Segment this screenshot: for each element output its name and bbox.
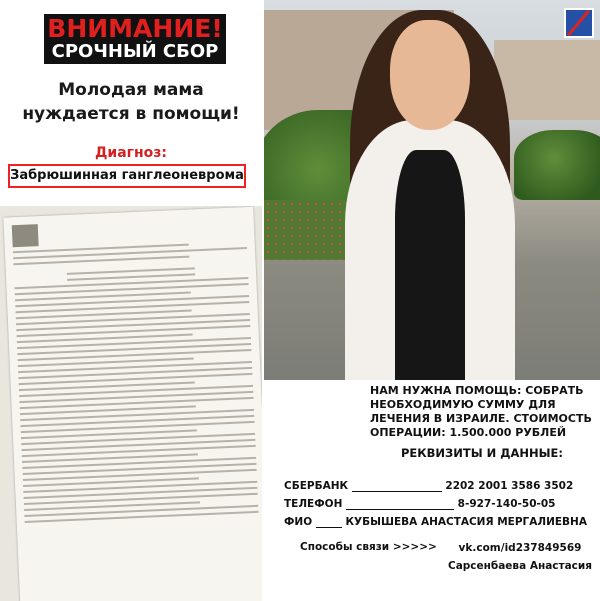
document-logo <box>12 224 39 247</box>
sberbank-row <box>284 480 573 492</box>
alert-banner <box>44 14 226 64</box>
road-sign-icon <box>564 8 594 38</box>
need-text: НАМ НУЖНА ПОМОЩЬ: СОБРАТЬ НЕОБХОДИМУЮ СУММУ ДЛЯ ЛЕЧЕНИЯ В ИЗРАИЛЕ. СТОИМОСТЬ ОПЕРАЦИИ: 1.500.000 РУБЛЕЙ <box>370 384 592 439</box>
phone-label: ТЕЛЕФОН <box>284 498 343 510</box>
contact-link[interactable]: vk.com/id237849569 <box>458 542 582 554</box>
phone-value[interactable]: 8-927-140-50-05 <box>457 498 556 510</box>
alert-title: ВНИМАНИЕ! <box>47 14 223 43</box>
fill-line <box>316 527 342 528</box>
building-shape <box>494 40 600 120</box>
fill-line <box>352 491 442 492</box>
face-shape <box>390 20 470 130</box>
black-top-shape <box>395 150 465 380</box>
fio-label: ФИО <box>284 516 313 528</box>
diagnosis-label: Диагноз: <box>94 145 168 161</box>
contact-block <box>440 539 600 575</box>
alert-subtitle: СРОЧНЫЙ СБОР <box>51 41 219 62</box>
medical-document-scan <box>0 206 262 601</box>
headline-text: Молодая мама нуждается в помощи! <box>22 80 240 124</box>
fio-value: КУБЫШЕВА АНАСТАСИЯ МЕРГАЛИЕВНА <box>345 516 587 528</box>
diagnosis-value: Забрюшинная ганглеоневрома <box>8 164 246 188</box>
contact-label: Способы связи >>>>> <box>300 541 437 553</box>
contact-name: Сарсенбаева Анастасия <box>447 560 593 572</box>
sberbank-label: СБЕРБАНК <box>284 480 349 492</box>
info-panel <box>264 380 600 601</box>
sberbank-value[interactable]: 2202 2001 3586 3502 <box>445 480 574 492</box>
document-page <box>3 207 262 601</box>
hedge-shape <box>514 130 600 200</box>
fill-line <box>346 509 454 510</box>
headline-panel <box>0 0 262 205</box>
fio-row <box>284 516 587 528</box>
requisites-title: РЕКВИЗИТЫ И ДАННЫЕ: <box>400 446 564 460</box>
phone-row <box>284 498 555 510</box>
